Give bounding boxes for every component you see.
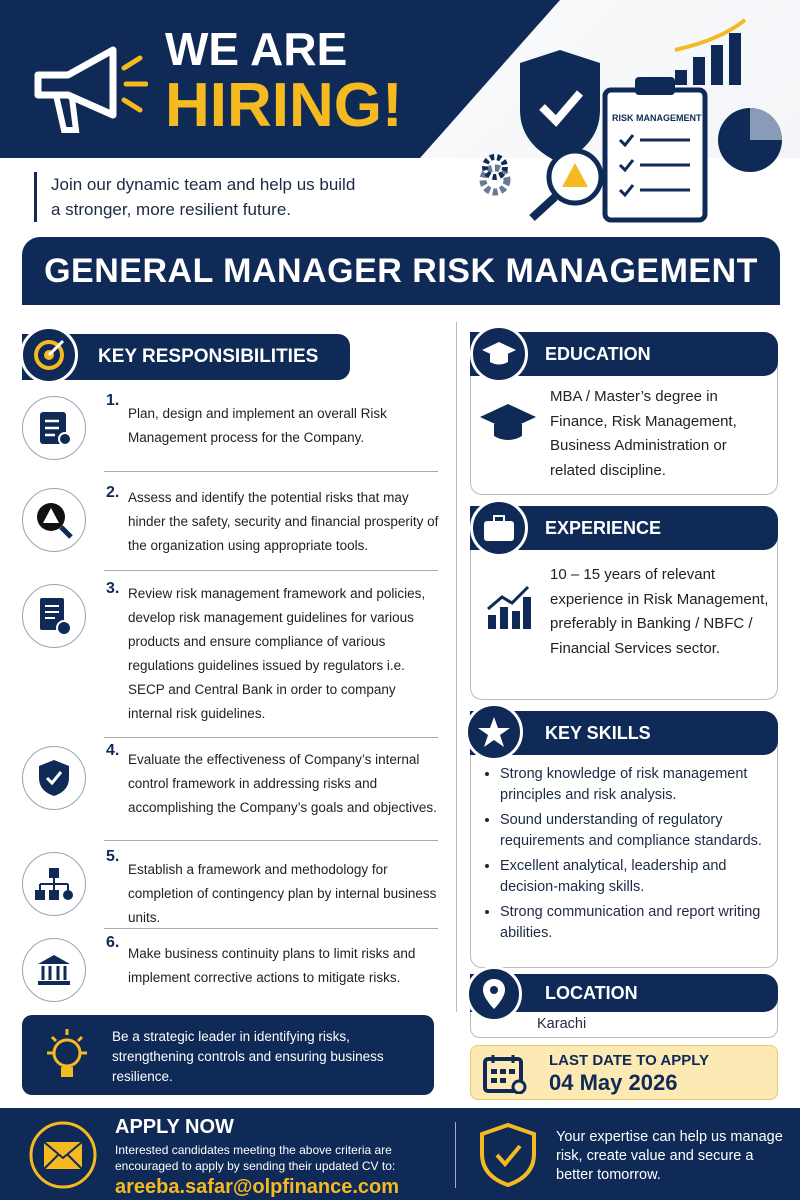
megaphone-icon — [28, 40, 148, 135]
item-number: 4. — [106, 742, 120, 759]
bank-icon — [22, 938, 86, 1002]
deadline-box — [470, 1045, 778, 1100]
checklist-icon — [22, 396, 86, 460]
footer-slogan: Your expertise can help us manage risk, create value and secure a better tomorrow. — [556, 1129, 783, 1183]
hero-line2: HIRING! — [165, 71, 403, 140]
responsibility-item — [22, 580, 440, 726]
shield-check-icon — [22, 746, 86, 810]
divider — [104, 840, 438, 841]
calendar-icon — [483, 1054, 527, 1094]
location-heading: LOCATION — [470, 974, 778, 1012]
responsibility-item — [22, 934, 440, 1002]
job-title: GENERAL MANAGER RISK MANAGEMENT — [22, 237, 780, 305]
skill-item: • Strong communication and report writing abilities. — [500, 902, 772, 944]
leadership-strip — [22, 1015, 434, 1095]
skill-item: • Sound understanding of regulatory requirements and compliance standards. — [500, 810, 772, 852]
column-divider — [456, 322, 457, 1012]
education-text: MBA / Master’s degree in Finance, Risk Management, Business Administration or related discipline. — [550, 388, 737, 479]
location-pin-icon — [466, 966, 522, 1022]
location-value: Karachi — [537, 1016, 587, 1032]
apply-heading: APPLY NOW — [115, 1116, 234, 1138]
education-heading: EDUCATION — [470, 332, 778, 376]
education-cap-icon — [478, 402, 538, 446]
target-icon — [20, 326, 78, 384]
deadline-date: 04 May 2026 — [549, 1070, 678, 1095]
item-number: 2. — [106, 484, 120, 501]
deadline-label: LAST DATE TO APPLY — [549, 1052, 710, 1069]
skill-item: • Excellent analytical, leadership and decision-making skills. — [500, 856, 772, 898]
item-text: Plan, design and implement an overall Risk Management process for the Company. — [128, 406, 387, 445]
responsibility-item — [22, 392, 440, 460]
divider — [104, 471, 438, 472]
item-text: Evaluate the effectiveness of Company’s internal control framework in addressing risks and accomplishing the Company’s goals and objectives. — [128, 752, 437, 815]
footer — [0, 1108, 800, 1200]
experience-heading: EXPERIENCE — [470, 506, 778, 550]
graduation-cap-icon — [470, 325, 528, 383]
hero-line1: WE ARE — [165, 23, 348, 75]
item-text: Make business continuity plans to limit risks and implement corrective actions to mitigate risks. — [128, 946, 416, 985]
divider — [104, 570, 438, 571]
responsibilities-heading: KEY RESPONSIBILITIES — [22, 334, 350, 380]
item-number: 1. — [106, 392, 120, 409]
responsibility-item — [22, 742, 440, 820]
apply-email[interactable]: areeba.safar@olpfinance.com — [115, 1176, 400, 1198]
skill-item: • Strong knowledge of risk management principles and risk analysis. — [500, 764, 772, 806]
envelope-icon — [28, 1120, 98, 1190]
warning-search-icon — [22, 488, 86, 552]
item-number: 5. — [106, 848, 120, 865]
star-icon — [465, 703, 523, 761]
responsibility-item — [22, 484, 440, 558]
policy-document-icon — [22, 584, 86, 648]
org-chart-icon — [22, 852, 86, 916]
briefcase-icon — [470, 499, 528, 557]
tagline — [34, 172, 355, 222]
lightbulb-icon — [42, 1025, 92, 1085]
item-number: 3. — [106, 580, 120, 597]
skills-list — [482, 764, 772, 948]
clipboard-label: RISK MANAGEMENT — [612, 113, 702, 123]
experience-text: 10 – 15 years of relevant experience in Risk Management, preferably in Banking / NBFC / Financial Services sector. — [550, 566, 769, 657]
item-text: Assess and identify the potential risks that may hinder the safety, security and financial prosperity of the organization using appropriate tools. — [128, 490, 439, 553]
risk-illustration — [450, 15, 790, 225]
skills-heading: KEY SKILLS — [470, 711, 778, 755]
divider — [104, 737, 438, 738]
strip-text: Be a strategic leader in identifying risks, strengthening controls and ensuring business resilience. — [112, 1029, 384, 1084]
item-number: 6. — [106, 934, 120, 951]
item-text: Review risk management framework and policies, develop risk management guidelines for various products and ensure compliance of various regulations guidelines issued by regulators i.e. SECP and Central Bank in order to company internal risk guidelines. — [128, 586, 426, 721]
shield-check-icon — [478, 1122, 538, 1188]
growth-chart-icon — [486, 585, 532, 631]
responsibility-item — [22, 848, 440, 930]
tagline-line2: a stronger, more resilient future. — [51, 200, 292, 219]
footer-divider — [455, 1122, 456, 1188]
tagline-line1: Join our dynamic team and help us build — [51, 175, 356, 194]
divider — [104, 928, 438, 929]
item-text: Establish a framework and methodology for completion of contingency plan by internal business units. — [128, 862, 437, 925]
apply-text: Interested candidates meeting the above criteria are encouraged to apply by sending their updated CV to: — [115, 1143, 396, 1173]
